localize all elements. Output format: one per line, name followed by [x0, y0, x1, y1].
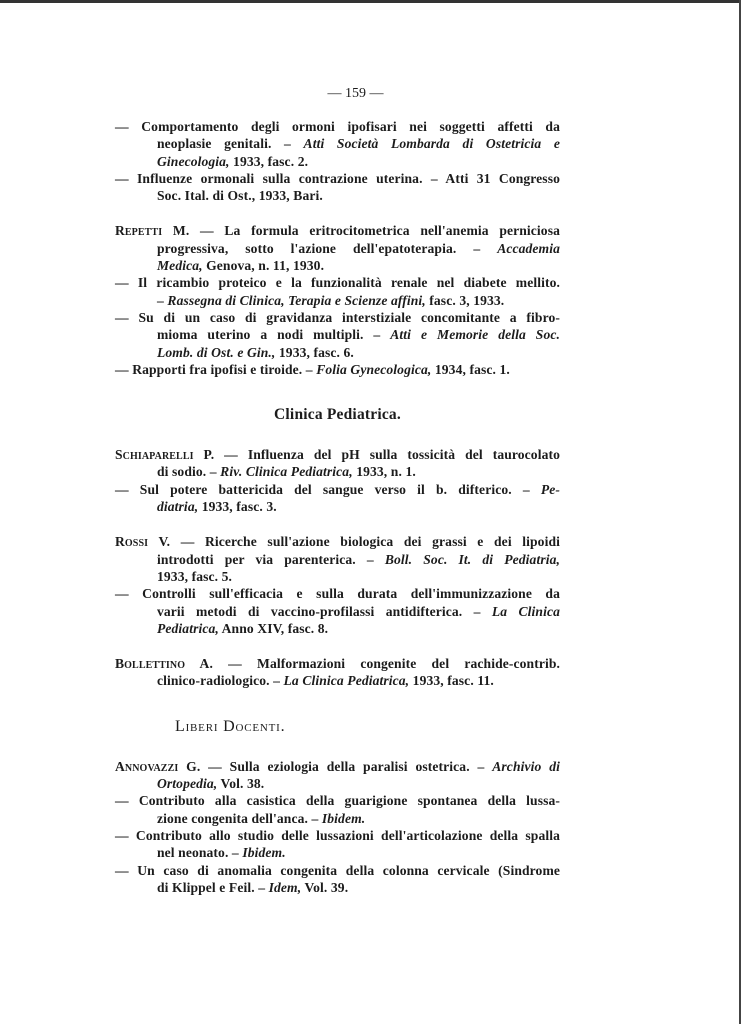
text-line [115, 533, 560, 550]
journal-title: La Clinica Pediatrica, [283, 673, 410, 689]
bibliography-entry [115, 862, 560, 897]
text-line [157, 775, 560, 792]
author-group [115, 118, 560, 204]
text-segment: – [157, 292, 168, 308]
text-line [157, 620, 560, 637]
text-line [115, 481, 560, 498]
text-segment: 1934, fasc. 1. [431, 361, 510, 377]
text-line [115, 655, 560, 672]
bibliography-entry [115, 533, 560, 585]
text-line [115, 792, 560, 809]
text-segment: introdotti per via parenterica. – [157, 551, 385, 567]
text-segment: — Contributo allo studio delle lussazioni dell'articolazione della spalla [115, 827, 560, 843]
author-group [115, 533, 560, 637]
text-segment: — Un caso di anomalia congenita della colonna cervicale (Sindrome [115, 862, 560, 878]
journal-title: La Clinica [491, 603, 560, 619]
text-line [157, 463, 560, 480]
text-line [157, 135, 560, 152]
bibliography-entry [115, 309, 560, 361]
journal-title: Ibidem. [321, 810, 366, 826]
page-number-wrap [0, 86, 741, 102]
text-segment: — Il ricambio proteico e la funzionalità renale nel diabete mellito. [115, 275, 560, 291]
journal-title: Folia Gynecologica, [316, 361, 432, 377]
author-name: Schiaparelli [115, 447, 194, 463]
text-segment: Vol. 39. [301, 879, 349, 895]
text-segment: nel neonato. – [157, 845, 243, 861]
journal-title: Pe- [540, 481, 560, 497]
page-number: — 159 — [327, 86, 384, 101]
bibliography-entry [115, 585, 560, 637]
journal-title: Riv. Clinica Pediatrica, [220, 464, 353, 480]
bibliography-entry [115, 758, 560, 793]
text-line [157, 292, 560, 309]
text-line [115, 309, 560, 326]
bibliography-entry [115, 222, 560, 274]
bibliography-entry [115, 274, 560, 309]
text-line [157, 187, 560, 204]
text-line [115, 118, 560, 135]
text-line [157, 344, 560, 361]
text-line [115, 827, 560, 844]
text-line [115, 446, 560, 463]
text-segment: varii metodi di vaccino-profilassi antidifterica. – [157, 603, 492, 619]
author-group [115, 758, 560, 896]
text-segment: — Controlli sull'efficacia e sulla durata dell'immunizzazione da [115, 586, 560, 602]
journal-title: Atti Società Lombarda di Ostetricia e [303, 136, 560, 152]
journal-title: Rassegna di Clinica, Terapia e Scienze affini, [167, 292, 426, 308]
bibliography-entry [115, 655, 560, 690]
bibliography-entry [115, 118, 560, 170]
author-name: Repetti [115, 223, 163, 239]
text-line [157, 568, 560, 585]
text-segment: 1933, fasc. 6. [275, 344, 354, 360]
text-line [157, 810, 560, 827]
text-segment: — Comportamento degli ormoni ipofisari nei soggetti affetti da [115, 119, 560, 134]
scan-edge-top [0, 0, 741, 3]
text-segment: 1933, fasc. 3. [198, 499, 277, 515]
journal-title: Atti e Memorie della Soc. [390, 327, 560, 343]
author-name: Bollettino [115, 656, 186, 672]
text-line [157, 844, 560, 861]
text-segment: fasc. 3, 1933. [425, 292, 505, 308]
text-segment: zione congenita dell'anca. – [157, 810, 322, 826]
text-line [115, 862, 560, 879]
bibliography-entry [115, 170, 560, 205]
text-segment: A. — Malformazioni congenite del rachide-contrib. [185, 656, 560, 672]
text-segment: 1933, fasc. 11. [409, 673, 494, 689]
text-segment: — Su di un caso di gravidanza interstiziale concomitante a fibro- [115, 309, 560, 325]
text-line [115, 222, 560, 239]
text-line [157, 326, 560, 343]
section-heading: Liberi Docenti. [175, 717, 286, 735]
text-segment: 1933, fasc. 5. [157, 568, 233, 584]
text-line [157, 240, 560, 257]
text-line [157, 498, 560, 515]
text-line [115, 170, 560, 187]
text-segment: 1933, n. 1. [352, 464, 416, 480]
text-segment: P. — Influenza del pH sulla tossicità del taurocolato [193, 447, 560, 463]
journal-title: Accademia [497, 240, 560, 256]
text-segment: V. — Ricerche sull'azione biologica dei grassi e dei lipoidi [148, 534, 560, 550]
text-segment: di Klippel e Feil. – [157, 879, 269, 895]
bibliography-entry [115, 827, 560, 862]
journal-title: Idem, [268, 879, 302, 895]
bibliography-entry [115, 792, 560, 827]
text-line [157, 603, 560, 620]
journal-title: Pediatrica, [157, 620, 219, 636]
text-segment: — Influenze ormonali sulla contrazione uterina. – Atti 31 Congresso [115, 170, 560, 186]
journal-title: Archivio di [492, 758, 560, 774]
author-name: Annovazzi [115, 758, 179, 774]
text-line [157, 879, 560, 896]
journal-title: Boll. Soc. It. di Pediatria, [384, 551, 560, 567]
author-group [115, 446, 560, 515]
journal-title: diatria, [157, 499, 199, 515]
text-line [115, 758, 560, 775]
text-line [115, 274, 560, 291]
text-line [115, 361, 560, 378]
text-segment: di sodio. – [157, 464, 221, 480]
text-segment: Vol. 38. [217, 776, 265, 792]
journal-title: Lomb. di Ost. e Gin., [157, 344, 276, 360]
bibliography-entry [115, 446, 560, 481]
text-segment: Soc. Ital. di Ost., 1933, Bari. [157, 188, 323, 204]
text-segment: — Rapporti fra ipofisi e tiroide. – [115, 361, 317, 377]
text-segment: G. — Sulla eziologia della paralisi ostetrica. – [178, 758, 493, 774]
text-segment: clinico-radiologico. – [157, 673, 284, 689]
text-segment: neoplasie genitali. – [157, 136, 304, 152]
text-line [157, 153, 560, 170]
bibliography-entry [115, 481, 560, 516]
text-segment: — Sul potere battericida del sangue verso il b. difterico. – [115, 481, 541, 497]
text-segment: M. — La formula eritrocitometrica nell'anemia perniciosa [162, 223, 560, 239]
bibliography-content [115, 118, 560, 914]
text-line [115, 585, 560, 602]
text-segment: Anno XIV, fasc. 8. [218, 620, 329, 636]
journal-title: Ortopedia, [157, 776, 218, 792]
journal-title: Ginecologia, [157, 153, 230, 169]
text-line [157, 551, 560, 568]
bibliography-entry [115, 361, 560, 378]
author-group [115, 222, 560, 378]
author-name: Rossi [115, 534, 149, 550]
section-heading: Clinica Pediatrica. [274, 406, 401, 424]
text-segment: — Contributo alla casistica della guarigione spontanea della lussa- [115, 793, 560, 809]
text-segment: Genova, n. 11, 1930. [202, 258, 325, 274]
text-line [157, 672, 560, 689]
text-segment: progressiva, sotto l'azione dell'epatoterapia. – [157, 240, 498, 256]
journal-title: Medica, [157, 258, 203, 274]
text-segment: 1933, fasc. 2. [229, 153, 309, 169]
journal-title: Ibidem. [242, 845, 286, 861]
text-line [157, 257, 560, 274]
author-group [115, 655, 560, 690]
text-segment: mioma uterino a nodi multipli. – [157, 327, 391, 343]
